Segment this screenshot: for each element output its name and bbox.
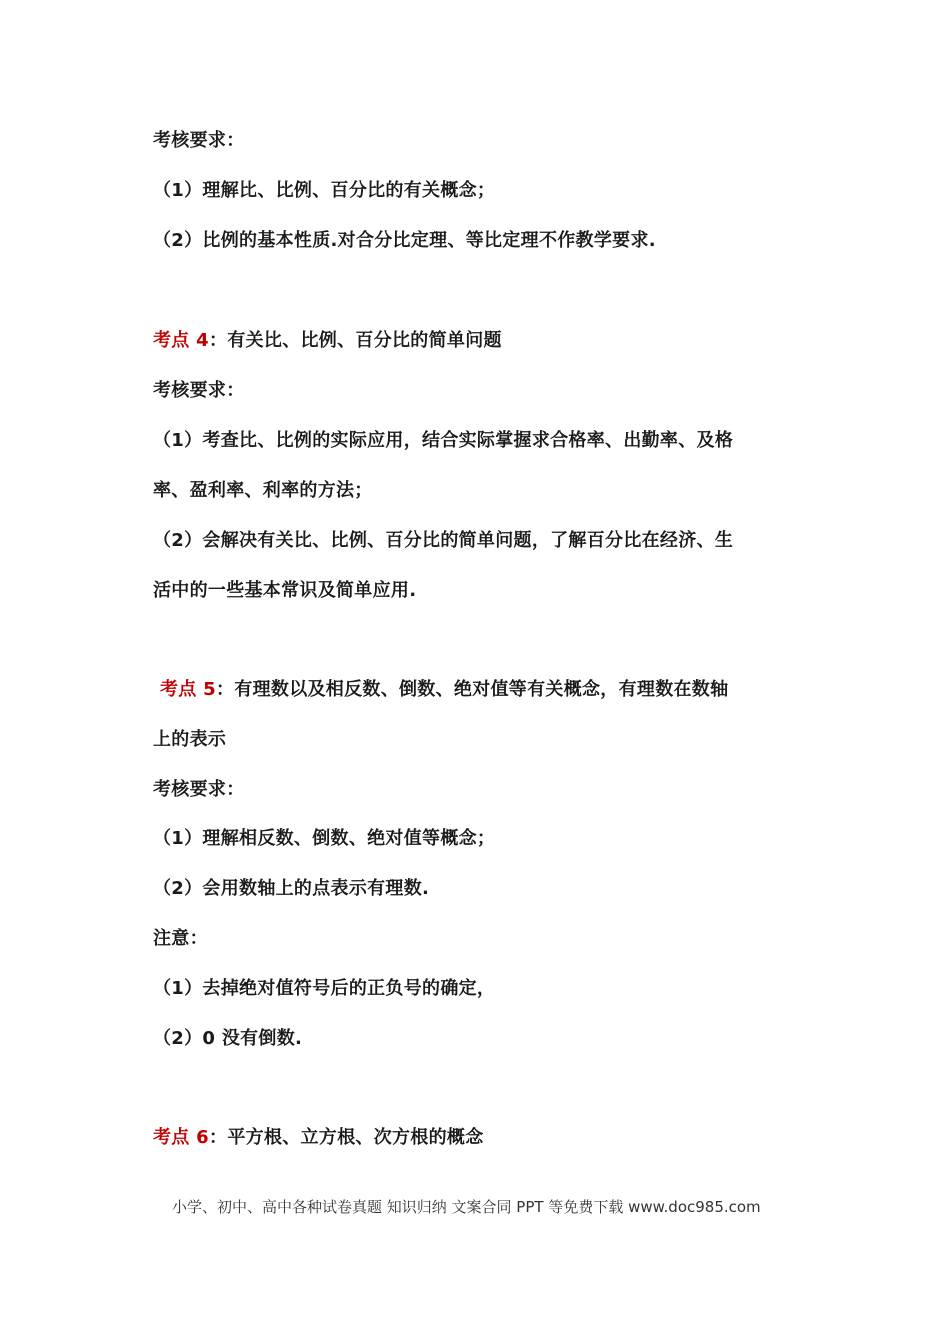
s6-title: 平方根、立方根、次方根的概念 <box>227 1127 484 1148</box>
s5-note-1: （1）去掉绝对值符号后的正负号的确定， <box>153 978 496 999</box>
s6-heading <box>153 1126 484 1150</box>
s4-item-2b: 活中的一些基本常识及简单应用. <box>153 580 417 601</box>
s4-item-2a: （2）会解决有关比、比例、百分比的简单问题，了解百分比在经济、生 <box>153 530 734 551</box>
s4-title: 有关比、比例、百分比的简单问题 <box>227 330 502 351</box>
s4-label: 考点 4 <box>153 330 209 351</box>
s5-item-1: （1）理解相反数、倒数、绝对值等概念； <box>153 828 496 849</box>
s5-note-title: 注意： <box>153 928 208 949</box>
s4-heading <box>153 329 502 353</box>
s5-item-2: （2）会用数轴上的点表示有理数. <box>153 878 430 899</box>
s4-item-1a: （1）考查比、比例的实际应用，结合实际掌握求合格率、出勤率、及格 <box>153 430 734 451</box>
s4-requirements-title: 考核要求： <box>153 380 245 401</box>
s5-title-a: 有理数以及相反数、倒数、绝对值等有关概念，有理数在数轴 <box>234 679 729 700</box>
s5-colon: ： <box>216 679 235 700</box>
s6-colon: ： <box>209 1127 228 1148</box>
s3-item-1: （1）理解比、比例、百分比的有关概念； <box>153 180 496 201</box>
s6-label: 考点 6 <box>153 1127 209 1148</box>
s5-requirements-title: 考核要求： <box>153 779 245 800</box>
s4-colon: ： <box>209 330 228 351</box>
page-footer: 小学、初中、高中各种试卷真题 知识归纳 文案合同 PPT 等免费下载 www.doc985.com <box>172 1198 761 1216</box>
s5-heading <box>160 678 728 702</box>
s5-label: 考点 5 <box>160 679 216 700</box>
s3-requirements-title: 考核要求： <box>153 130 245 151</box>
s4-item-1b: 率、盈利率、利率的方法； <box>153 480 373 501</box>
s5-note-2: （2）0 没有倒数. <box>153 1028 303 1049</box>
s3-item-2: （2）比例的基本性质.对合分比定理、等比定理不作教学要求. <box>153 230 656 251</box>
s5-title-b: 上的表示 <box>153 729 227 750</box>
